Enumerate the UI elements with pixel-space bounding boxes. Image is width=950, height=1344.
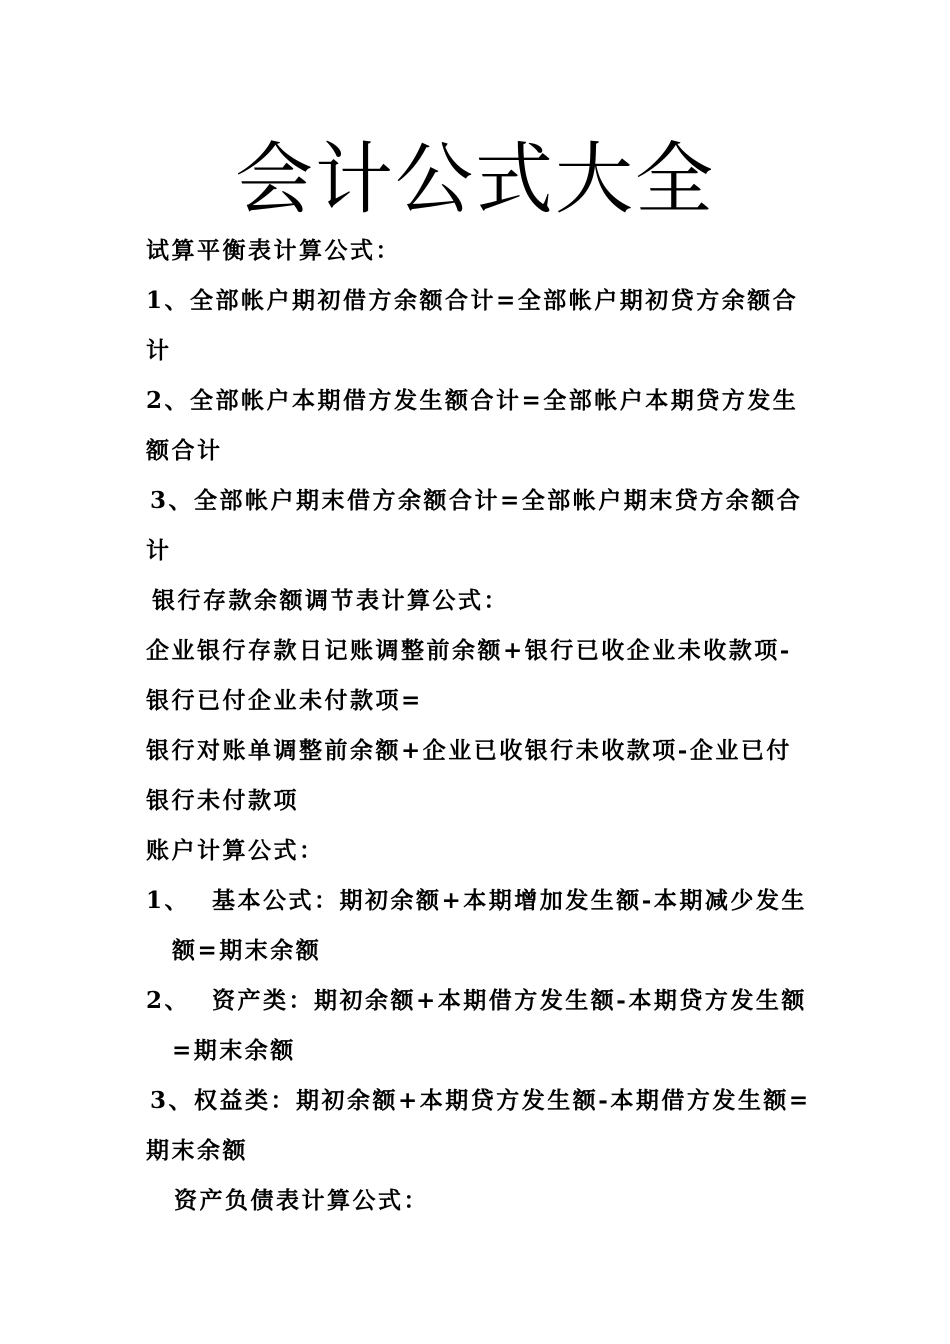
bank-formula-2-cont: 银行未付款项: [146, 787, 299, 814]
account-item-1: [146, 876, 826, 926]
item-text: 权益类：期初余额+本期贷方发生额-本期借方发生额=: [194, 1087, 811, 1114]
account-item-2: [146, 976, 826, 1026]
trial-balance-item-3-cont: 计: [146, 537, 172, 564]
item-number: 3、: [150, 487, 195, 514]
section-heading-trial-balance: 试算平衡表计算公式：: [146, 237, 401, 264]
trial-balance-item-1: [146, 276, 826, 326]
section-heading-balance-sheet: 资产负债表计算公式：: [174, 1187, 429, 1214]
item-number: 1、: [146, 887, 191, 914]
item-number: 2、: [146, 987, 191, 1014]
item-text: 全部帐户期末借方余额合计=全部帐户期末贷方余额合: [194, 487, 803, 514]
bank-formula-1: 企业银行存款日记账调整前余额+银行已收企业未收款项-: [146, 637, 792, 664]
trial-balance-item-2-cont: 额合计: [146, 437, 223, 464]
account-item-2-cont: =期末余额: [172, 1037, 296, 1064]
trial-balance-item-3: [150, 476, 830, 526]
item-number: 2、: [146, 387, 191, 414]
section-heading-account: 账户计算公式：: [146, 837, 325, 864]
item-number: 3、: [150, 1087, 195, 1114]
page-title: 会计公式大全: [234, 135, 715, 225]
bank-formula-1-cont: 银行已付企业未付款项=: [146, 687, 423, 714]
account-item-3-cont: 期末余额: [146, 1137, 248, 1164]
item-text: 资产类：期初余额+本期借方发生额-本期贷方发生额: [212, 987, 807, 1014]
item-text: 全部帐户期初借方余额合计=全部帐户期初贷方余额合: [190, 287, 799, 314]
account-item-3: [150, 1076, 830, 1126]
trial-balance-item-2: [146, 376, 826, 426]
trial-balance-item-1-cont: 计: [146, 337, 172, 364]
bank-formula-2: 银行对账单调整前余额+企业已收银行未收款项-企业已付: [146, 737, 792, 764]
account-item-1-cont: 额=期末余额: [172, 937, 322, 964]
item-text: 基本公式：期初余额+本期增加发生额-本期减少发生: [212, 887, 807, 914]
item-text: 全部帐户本期借方发生额合计=全部帐户本期贷方发生: [190, 387, 799, 414]
item-number: 1、: [146, 287, 191, 314]
section-heading-bank-reconciliation: 银行存款余额调节表计算公式：: [152, 587, 509, 614]
